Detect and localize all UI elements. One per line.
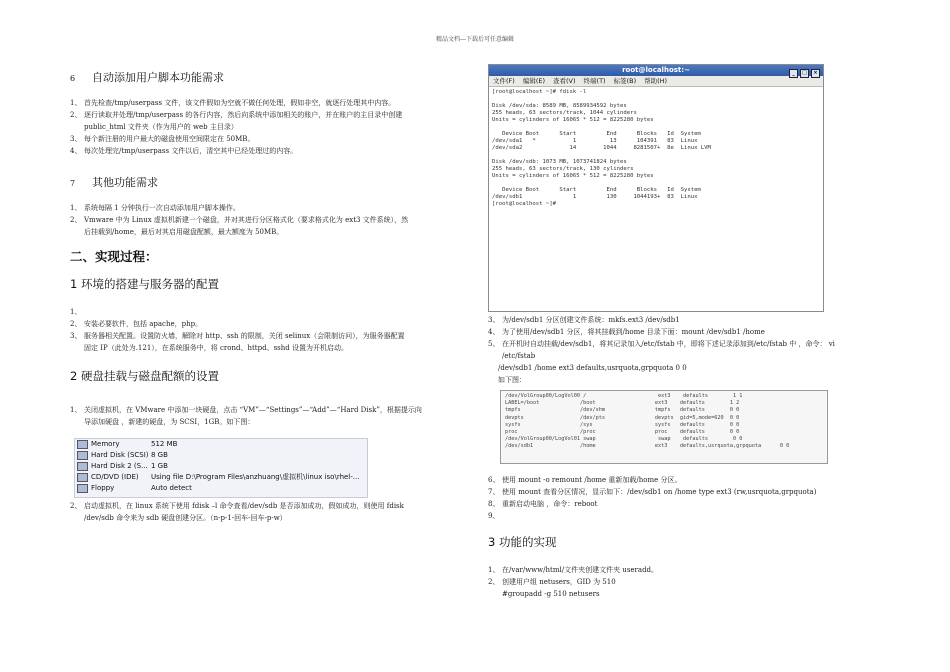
part-2-heading: 二、实现过程： (70, 249, 158, 264)
list-item (70, 404, 422, 416)
list-item-number: 2、 (70, 320, 82, 328)
list-item-text: 关闭虚拟机，在 VMware 中添加一块硬盘，点击 “VM”—“Settings”—“Add”—“Hard Disk”，根据提示向 (84, 406, 422, 414)
list-item (70, 500, 404, 512)
terminal-output: [root@localhost ~]# fdisk -l Disk /dev/sda: 8589 MB, 8589934592 bytes 255 heads, 63 sectors/track, 1044 cylinders Units = cylinders of 16065 * 512 = 8225280 bytes Device Boot Start End Blocks Id System /dev/sda1 * 1 13 104391 83 Linux /dev/sda2 14 1044 8281507+ 8e Linux LVM Disk /dev/sdb: 1073 MB, 1073741824 bytes 255 heads, 63 sectors/track, 130 cylinders Units = cylinders of 16065 * 512 = 8225280 bytes Device Boot Start End Blocks Id System /dev/sdb1 1 130 1044193+ 83 Linux [root@localhost ~]# (492, 89, 711, 207)
section-disk-heading: 2 硬盘挂载与磁盘配额的设置 (70, 369, 219, 383)
vm-device-row[interactable] (75, 439, 367, 450)
section-6-title: 自动添加用户脚本功能需求 (92, 71, 224, 84)
section-7-heading (70, 174, 158, 190)
maximize-icon[interactable]: □ (800, 69, 809, 78)
section-6-heading (70, 69, 224, 85)
list-item (488, 314, 835, 326)
list-item-text: 后挂载到/home，最后对其启用磁盘配额，最大额度为 50MB。 (84, 228, 284, 236)
list-item (70, 318, 405, 330)
vm-device-name: CD/DVD (IDE) (91, 473, 139, 481)
list-item-number: 8、 (488, 500, 500, 508)
device-icon (77, 440, 88, 449)
list-item (70, 512, 404, 524)
list-item-text: Vmware 中为 Linux 虚拟机新建一个磁盘，并对其进行分区格式化（要求格式化为 ext3 文件系统），然 (84, 216, 409, 224)
list-item-text: #groupadd -g 510 netusers (502, 590, 600, 598)
list-item (488, 564, 658, 576)
list-item-text: 安装必要软件，包括 apache，php。 (84, 320, 203, 328)
device-icon (77, 473, 88, 482)
list-item-text: 为了使用/dev/sdb1 分区，将其挂载到/home 目录下面：mount /dev/sdb1 /home (502, 328, 765, 336)
terminal-window (488, 64, 824, 312)
menu-view[interactable]: 查看(V) (553, 77, 576, 85)
list-item-text: 在/var/www/html/文件夹创建文件夹 useradd。 (502, 566, 659, 574)
list-item-text: 创建用户组 netusers，GID 为 510 (502, 578, 616, 586)
vm-device-name: Memory (91, 440, 120, 448)
list-item-text: 固定 IP（此处为.121），在系统服务中，将 crond、httpd、sshd 设置为开机启动。 (84, 344, 348, 352)
vm-device-summary: Using file D:\Program Files\anzhuang\虚拟机\linux iso\rhel-... (151, 473, 360, 481)
menu-edit[interactable]: 编辑(E) (522, 77, 545, 85)
vm-device-summary: 8 GB (151, 451, 168, 459)
menu-tabs[interactable]: 标签(B) (613, 77, 637, 85)
section-disk-list (70, 404, 422, 428)
section-7-title: 其他功能需求 (92, 176, 158, 189)
list-item-number: 4、 (488, 328, 500, 336)
list-item (488, 576, 658, 588)
list-item-number: 3、 (70, 135, 82, 143)
list-item (488, 486, 816, 498)
steps-6-9-list (488, 474, 816, 522)
list-item-text: 使用 mount 查看分区情况，显示如下：/dev/sdb1 on /home type ext3 (rw,usrquota,grpquota) (502, 488, 817, 496)
fstab-screenshot (500, 390, 828, 464)
list-item-text: 系统每隔 1 分钟执行一次自动添加用户脚本操作。 (84, 204, 240, 212)
device-icon (77, 462, 88, 471)
menu-terminal[interactable]: 终端(T) (583, 77, 606, 85)
list-item (488, 510, 816, 522)
list-item-text: 在开机时自动挂载/dev/sdb1，将其记录加入/etc/fstab 中，即将下述记录添加到/etc/fstab 中 ，命令： vi (502, 340, 835, 348)
list-item-number: 2、 (70, 111, 82, 119)
list-item-text: /dev/sdb 命令来为 sdb 硬盘创建分区。（n-p-1-回车-回车-p-w） (84, 514, 287, 522)
device-icon (77, 451, 88, 460)
menu-help[interactable]: 帮助(H) (644, 77, 668, 85)
steps-3-5-list (488, 314, 835, 362)
terminal-title: root@localhost:~ (622, 66, 690, 74)
vm-device-summary: 1 GB (151, 462, 168, 470)
list-item-text: 为/dev/sdb1 分区创建文件系统：mkfs.ext3 /dev/sdb1 (502, 316, 680, 324)
list-item-text: 导添加硬盘 ，新建的硬盘，为 SCSI，1GB。如下图： (84, 418, 255, 426)
vm-device-summary: Auto detect (151, 484, 192, 492)
menu-file[interactable]: 文件(F) (493, 77, 515, 85)
list-item-number: 5、 (488, 340, 500, 348)
list-item-text: 使用 mount -o remount /home 重新加载/home 分区。 (502, 476, 682, 484)
list-item (70, 145, 402, 157)
list-item-text: 服务器相关配置。设置防火墙，解除对 http、ssh 的限制，关闭 selinux（会限制访问），为服务器配置 (84, 332, 405, 340)
list-item (70, 330, 405, 342)
list-item (488, 326, 835, 338)
list-item-text: 每次处理完/tmp/userpass 文件以后，清空其中已经处理过的内容。 (84, 147, 298, 155)
section-env-list (70, 306, 405, 354)
list-item-text: /etc/fstab (502, 352, 536, 360)
minimize-icon[interactable]: _ (789, 69, 798, 78)
list-item-text: 逐行读取并处理/tmp/userpass 的各行内容，然后向系统中添加相关的账户，并在账户的主目录中创建 (84, 111, 403, 119)
terminal-titlebar (489, 65, 823, 76)
fstab-content: /dev/VolGroup00/LogVol00 / ext3 defaults 1 1 LABEL=/boot /boot ext3 defaults 1 2 tmpfs /dev/shm tmpfs defaults 0 0 devpts /dev/pts devpts gid=5,mode=620 0 0 sysfs /sys sysfs defaults 0 0 proc /proc proc defaults 0 0 /dev/VolGroup00/LogVol01 swap swap defaults 0 0 /dev/sdb1 /home ext3 defaults,usrquota,grpquota 0 0 (505, 393, 790, 450)
list-item-number: 2、 (70, 216, 82, 224)
window-buttons (787, 67, 820, 78)
list-item-number: 1、 (488, 566, 500, 574)
list-item-number: 2、 (70, 502, 82, 510)
list-item-number: 1、 (70, 99, 82, 107)
list-item-number: 3、 (488, 316, 500, 324)
fstab-entry-text: /dev/sdb1 /home ext3 defaults,usrquota,grpquota 0 0 (498, 364, 687, 372)
list-item (70, 202, 408, 214)
device-icon (77, 484, 88, 493)
list-item-text: 首先检查/tmp/userpass 文件，该文件假如为空就不做任何处理，假如非空，就逐行处理其中内容。 (84, 99, 396, 107)
list-item (488, 350, 835, 362)
list-item (488, 338, 835, 350)
list-item-number: 3、 (70, 332, 82, 340)
list-item (70, 214, 408, 226)
section-6-list (70, 97, 402, 157)
list-item (70, 109, 402, 121)
list-item-text: 启动虚拟机，在 linux 系统下使用 fdisk –l 命令查看/dev/sdb 是否添加成功，假如成功，则使用 fdisk (84, 502, 404, 510)
list-item (488, 588, 658, 600)
vm-device-name: Floppy (91, 484, 115, 492)
list-item-number: 1、 (70, 406, 82, 414)
section-6-number: 6 (70, 74, 76, 83)
section-env-heading: 1 环境的搭建与服务器的配置 (70, 277, 219, 291)
vm-device-row[interactable] (75, 472, 367, 483)
list-item (70, 121, 402, 133)
list-item (70, 416, 422, 428)
list-item-text: 重新启动电脑 ，命令：reboot (502, 500, 598, 508)
list-item-number: 1、 (70, 204, 82, 212)
list-item-number: 2、 (488, 578, 500, 586)
section-7-number: 7 (70, 179, 76, 188)
list-item-number: 7、 (488, 488, 500, 496)
as-shown-label: 如下图： (498, 376, 526, 384)
vm-device-row[interactable] (75, 450, 367, 461)
list-item (488, 498, 816, 510)
list-item (70, 133, 402, 145)
list-item (70, 97, 402, 109)
vm-device-name: Hard Disk (SCSI) (91, 451, 149, 459)
vm-device-summary: 512 MB (151, 440, 178, 448)
section-7-list (70, 202, 408, 238)
list-item (70, 306, 405, 318)
list-item (70, 226, 408, 238)
list-item (488, 474, 816, 486)
page-header: 精品文档---下载后可任意编辑 (435, 36, 515, 43)
list-item-number: 4、 (70, 147, 82, 155)
list-item (70, 342, 405, 354)
function-steps-list (488, 564, 658, 600)
vm-settings-screenshot (74, 438, 368, 498)
vm-device-name: Hard Disk 2 (S... (91, 462, 148, 470)
section-disk-list-b (70, 500, 404, 524)
list-item-number: 9、 (488, 512, 500, 520)
close-icon[interactable]: × (811, 69, 820, 78)
list-item-text: public_html 文件夹（作为用户的 web 主目录） (84, 123, 238, 131)
terminal-menubar (489, 76, 823, 87)
list-item-text: 每个新注册的用户最大的磁盘使用空间限定在 50MB。 (84, 135, 255, 143)
list-item-number: 1、 (70, 308, 82, 316)
list-item-number: 6、 (488, 476, 500, 484)
vm-device-row[interactable] (75, 483, 367, 494)
section-function-heading: 3 功能的实现 (488, 535, 557, 549)
vm-device-row[interactable] (75, 461, 367, 472)
